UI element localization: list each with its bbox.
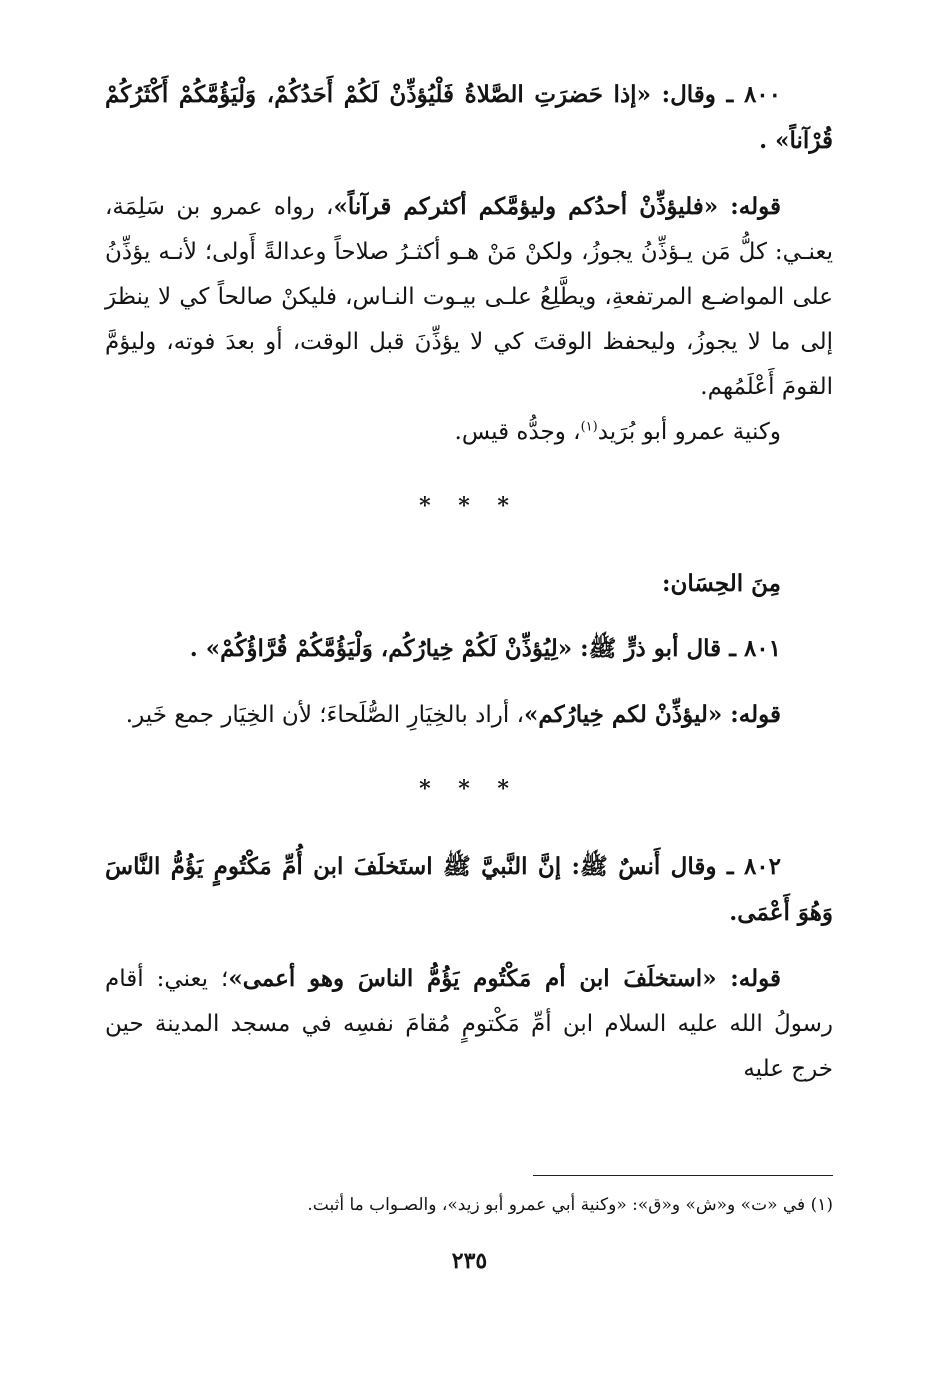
hadith-800 [105,72,833,164]
commentary-text-800: ، رواه عمرو بن سَلِمَة، يعنـي: كلُّ مَن يـؤذِّنُ يجوزُ، ولكنْ مَنْ هـو أكثـرُ صلاحاً وعدالةً أَولى؛ لأنـه يؤذِّنُ على المواضـع المرتفعةِ، ويطَّلِعُ علـى بيـوت النـاس، فليكنْ صالحاً كي لا ينظرَ إلى ما لا يجوزُ، وليحفظ الوقتَ كي لا يؤذِّنَ قبل الوقت، أو بعدَ فوته، وليؤمَّ القومَ أَعْلَمُهم. [105,194,833,400]
commentary-802 [105,956,833,1092]
kunya-note-text: وكنية عمرو أبو بُرَيد [597,419,781,445]
hadith-801 [105,626,833,672]
section-heading: مِنَ الحِسَان: [662,570,781,597]
section-separator: * * * [419,776,519,802]
commentary-lead-801: قوله: «ليؤذِّنْ لكم خِيارُكم» [524,701,781,728]
hadith-text-800: «إذا حَضرَتِ الصَّلاةُ فَلْيُؤذِّنْ لَكُمْ أَحَدُكُمْ، وَلْيَؤُمَّكُمْ أَكْثَرُكُمْ قُرْآناً» . [105,81,833,154]
commentary-lead-802: قوله: «استخلَفَ ابن أم مَكْتُوم يَؤُمُّ الناسَ وهو أعمى» [228,965,781,992]
page-body [105,72,833,1092]
commentary-text-802: ؛ يعني: أقام رسولُ الله عليه السلام ابن أمِّ مَكْتومٍ مُقامَ نفسِه في مسجد المدينة حين خرج عليه [105,966,833,1082]
commentary-text-801: ، أراد بالخِيَارِ الصُّلَحاءَ؛ لأن الخِيَار جمع خَير. [125,702,524,728]
commentary-lead-800: قوله: «فليؤذِّنْ أحدُكم وليؤمَّكم أكثركم قرآناً» [333,193,781,220]
hadith-text-802: إنَّ النَّبيَّ ﷺ استَخلَفَ ابن أُمِّ مَكْتُومٍ يَؤُمُّ النَّاسَ وَهُوَ أَعْمَى. [105,853,833,926]
commentary-801 [105,692,833,738]
section-separator: * * * [419,493,519,519]
hadith-text-801: «لِيُؤذِّنْ لَكُمْ خِيارُكُم، وَلْيَؤُمَّكُمْ قُرَّاؤُكُمْ» . [189,635,573,662]
hadith-802 [105,844,833,936]
footnote: (١) في «ت» و«ش» و«ق»: «وكنية أبي عمرو أبو زيد»، والصـواب ما أثبت. [307,1195,833,1215]
commentary-800 [105,184,833,410]
page-number: ٢٣٥ [451,1248,488,1274]
kunya-note [105,410,833,455]
hadith-number-801: ٨٠١ ـ قال أبو ذرٍّ ﷺ: [572,635,781,662]
hadith-number-800: ٨٠٠ ـ وقال: [650,81,781,108]
footnote-divider [533,1175,833,1176]
hadith-number-802: ٨٠٢ ـ وقال أَنسٌ ﷺ: [561,853,781,880]
footnote-reference[interactable]: (١) [580,419,598,435]
kunya-note-tail: ، وجدُّه قيس. [454,419,581,445]
